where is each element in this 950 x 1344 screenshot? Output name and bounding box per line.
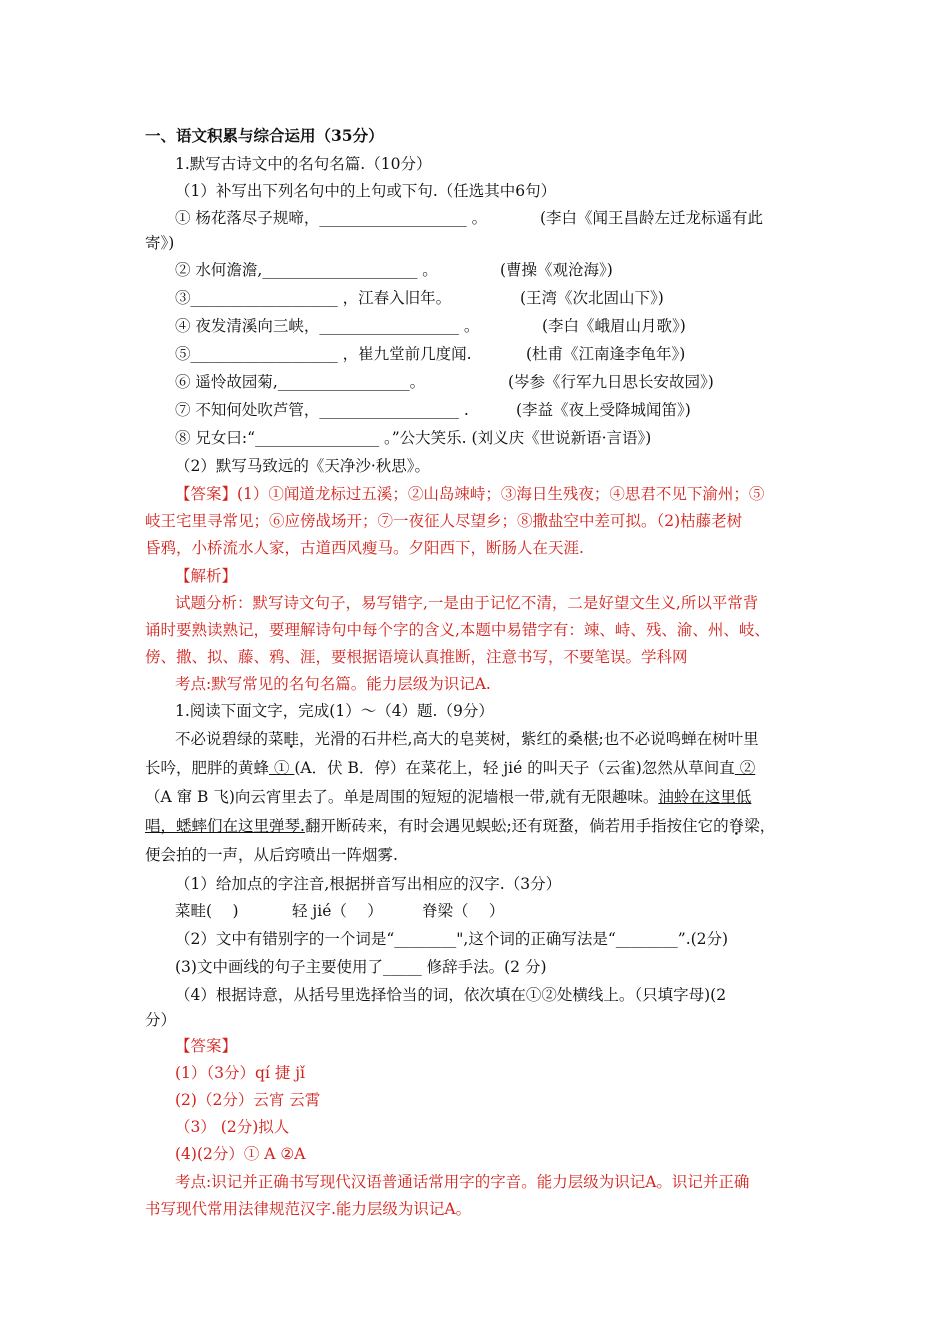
q2-sq2: （2）文中有错别字的一个词是“________",这个词的正确写法是“________”.(2分) <box>175 930 729 948</box>
q1-answer-line-3: 昏鸦，小桥流水人家，古道西风瘦马。夕阳西下，断肠人在天涯. <box>145 539 584 557</box>
q2-answer-4: (4)(2分）① A ②A <box>175 1145 306 1163</box>
poem-source-3: (王湾《次北固山下》) <box>520 289 664 307</box>
poem-source-5: (杜甫《江南逢李龟年》) <box>526 345 686 363</box>
q2-answer-3: （3） (2分)拟人 <box>175 1118 290 1136</box>
poem-item-4: ④ 夜发清溪向三峡，__________________ 。 <box>175 317 480 335</box>
section-title: 一、语文积累与综合运用（35分） <box>145 126 384 145</box>
q2-sq1: （1）给加点的字注音,根据拼音写出相应的汉字.（3分） <box>175 875 562 893</box>
poem-item-6: ⑥ 遥怜故园菊,_________________。 <box>175 373 426 391</box>
passage-text: (A．伏 B．停）在菜花上，轻 jié 的叫天子（云雀)忽然从草间直 <box>294 759 735 777</box>
passage-line-2 <box>145 758 755 778</box>
q1-analysis-line-3: 傍、撒、拟、藤、鸦、涯，要根据语境认真推断，注意书写，不要笔误。学科网 <box>145 648 688 666</box>
fill-2: 轻 jié（ ） <box>292 902 383 920</box>
q1-title: 1.默写古诗文中的名句名篇.（10分） <box>175 155 432 173</box>
poem-item-8: ⑧ 兄女曰:“________________ 。”公大笑乐. (刘义庆《世说新语·言语》) <box>175 429 652 447</box>
q2-answer-1: (1）（3分）qí 捷 jǐ <box>175 1064 306 1082</box>
q1-kaodian: 考点:默写常见的名句名篇。能力层级为识记A. <box>175 675 491 693</box>
q1-analysis-line-1: 试题分析：默写诗文句子，易写错字,一是由于记忆不清，二是好望文生义,所以平常背 <box>175 594 759 612</box>
q1-analysis-label: 【解析】 <box>175 567 238 585</box>
passage-text: ，光滑的石井栏,高大的皂荚树，紫红的桑椹;也不必说鸣蝉在树叶里 <box>299 730 759 748</box>
poem-item-1: ① 杨花落尽子规啼，___________________ 。 <box>175 209 488 227</box>
underlined-sentence: 唱，蟋蟀们在这里弹琴. <box>145 817 305 835</box>
poem-item-3: ③___________________ ，江春入旧年。 <box>175 289 452 307</box>
poem-source-4: (李白《峨眉山月歌》) <box>542 317 686 335</box>
q2-kaodian-line-1: 考点:识记并正确书写现代汉语普通话常用字的字音。能力层级为识记A。识记并正确 <box>175 1173 750 1191</box>
passage-line-5: 便会拍的一声，从后窍喷出一阵烟雾. <box>145 846 398 864</box>
fill-1: 菜畦( ) <box>175 902 239 920</box>
passage-text: 长吟，肥胖的黄蜂 <box>145 759 270 777</box>
q1-sub1: （1）补写出下列名句中的上句或下句.（任选其中6句） <box>175 182 557 200</box>
passage-text: （A 窜 B 飞)向云宵里去了。单是周围的短短的泥墙根一带,就有无限趣味。 <box>145 788 659 806</box>
blank-1: ① <box>269 759 295 777</box>
poem-item-5: ⑤___________________ ，崔九堂前几度闻. <box>175 345 472 363</box>
poem-item-1-cont: 寄》) <box>145 234 175 252</box>
poem-source-2: (曹操《观沧海》) <box>500 261 613 279</box>
q2-answer-2: (2)（2分）云宵 云霄 <box>175 1091 321 1109</box>
poem-source-1: (李白《闻王昌龄左迁龙标遥有此 <box>540 209 764 227</box>
poem-item-2: ② 水何澹澹,____________________ 。 <box>175 261 438 279</box>
q1-sub2: （2）默写马致远的《天净沙·秋思》。 <box>175 457 431 475</box>
passage-line-4 <box>145 816 775 836</box>
q2-title: 1.阅读下面文字，完成(1）～（4）题.（9分） <box>175 702 494 720</box>
q1-analysis-line-2: 诵时要熟读熟记，要理解诗句中每个字的含义,本题中易错字有：竦、峙、残、渝、州、岐、 <box>145 621 770 639</box>
passage-line-3 <box>145 787 751 807</box>
passage-text: 梁， <box>744 817 776 835</box>
q2-sq4-cont: 分） <box>145 1011 177 1029</box>
poem-source-6: (岑参《行军九日思长安故园》) <box>508 373 714 391</box>
q1-answer-line-2: 岐王宅里寻常见；⑥应傍战场开；⑦一夜征人尽望乡；⑧撒盐空中差可拟。（2)枯藤老树 <box>145 512 743 530</box>
fill-3: 脊梁（ ） <box>422 902 505 920</box>
dotted-char: 脊 <box>728 817 745 835</box>
q2-sq3: (3)文中画线的句子主要使用了_____ 修辞手法。(2 分) <box>175 958 547 976</box>
q1-answer-line-1: 【答案】(1）①闻道龙标过五溪；②山岛竦峙；③海日生残夜；④思君不见下渝州；⑤ <box>175 485 765 503</box>
q2-sq4: （4）根据诗意，从括号里选择恰当的词，依次填在①②处横线上。（只填字母)(2 <box>175 986 727 1004</box>
passage-line-1 <box>175 729 759 749</box>
poem-source-7: (李益《夜上受降城闻笛》) <box>516 401 691 419</box>
poem-item-7: ⑦ 不知何处吹芦管，__________________ . <box>175 401 469 419</box>
dotted-char: 畦 <box>283 730 300 748</box>
underlined-sentence: 油蛉在这里低 <box>658 788 752 806</box>
passage-text: 不必说碧绿的菜 <box>175 730 284 748</box>
passage-text: 翻开断砖来，有时会遇见蜈蚣;还有斑蝥，倘若用手指按住它的 <box>304 817 729 835</box>
q2-kaodian-line-2: 书写现代常用法律规范汉字.能力层级为识记A。 <box>145 1200 472 1218</box>
q2-answer-label: 【答案】 <box>175 1037 238 1055</box>
blank-2: ② <box>734 759 756 777</box>
